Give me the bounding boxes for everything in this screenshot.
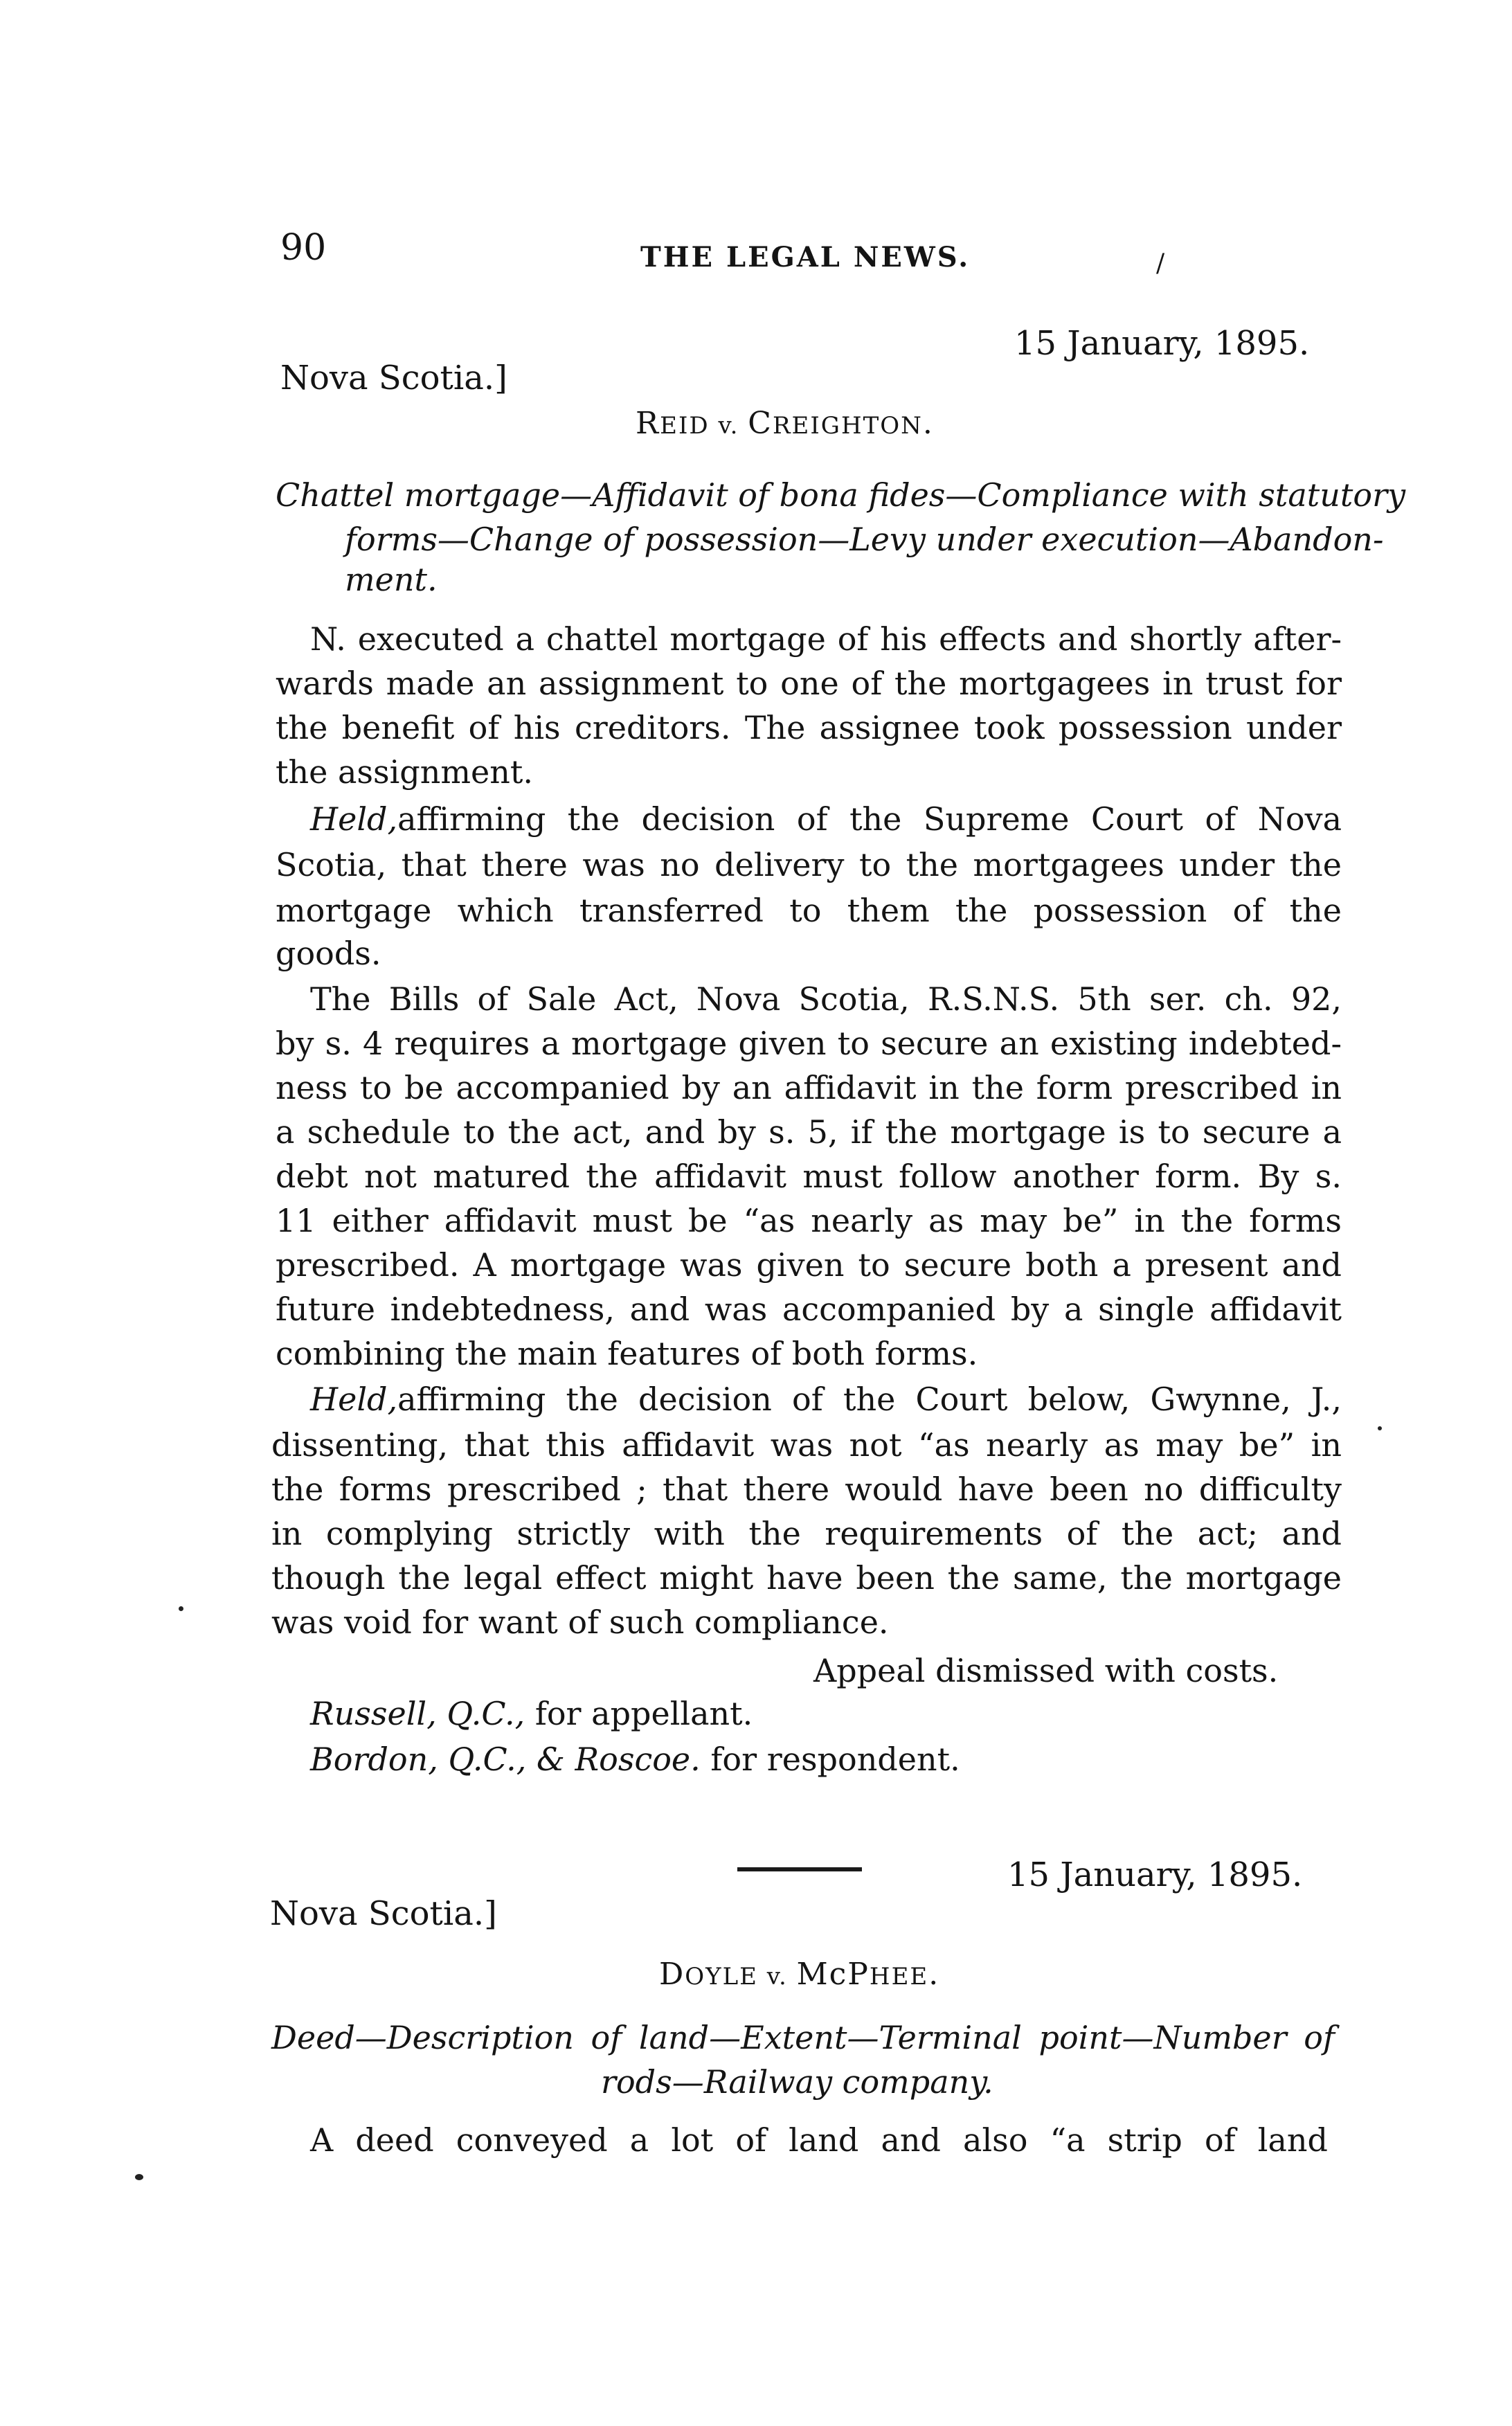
case2-para1-line-1: A deed conveyed a lot of land and also “a strip of land — [310, 2121, 1328, 2159]
case2-title-rest-mcphee: HEE — [869, 1963, 929, 1991]
case2-title-initial-d: D — [659, 1957, 685, 1992]
case1-counsel-respondent — [310, 1741, 960, 1778]
case1-para3-line-7: prescribed. A mortgage was given to secure both a present and — [276, 1246, 1342, 1284]
case2-title-period: . — [928, 1957, 940, 1992]
case2-title-mcp: McP — [796, 1957, 870, 1992]
case1-para3-line-5: debt not matured the affidavit must follow another form. By s. — [276, 1158, 1342, 1195]
case1-held2-line-3: the forms prescribed ; that there would have been no difficulty — [271, 1471, 1342, 1508]
counsel1-name: Russell, Q.C., — [310, 1695, 525, 1732]
section-divider — [737, 1867, 862, 1871]
held2-line-1-text: affirming the decision of the Court below, Gwynne, J., — [397, 1381, 1342, 1418]
case1-held2-line-2: dissenting, that this affidavit was not “as nearly as may be” in — [271, 1426, 1342, 1464]
case1-para3-line-8: future indebtedness, and was accompanied by a single affidavit — [276, 1291, 1342, 1328]
case1-title-period: . — [922, 406, 934, 441]
case1-headnote-line-2: forms—Change of possession—Levy under execution—Abandon- — [345, 521, 1384, 558]
held2-keyword: Held, — [310, 1381, 398, 1418]
case1-held1-line-1 — [310, 800, 1342, 838]
case1-date: 15 January, 1895. — [1014, 324, 1310, 363]
case1-para1-line-4: the assignment. — [276, 753, 533, 791]
case1-title-rest-reid: EID — [660, 412, 710, 440]
print-speck — [135, 2174, 143, 2180]
journal-title: THE LEGAL NEWS. — [640, 241, 971, 273]
case1-held1-line-4: goods. — [276, 935, 381, 972]
case2-headnote-line-2: rods—Railway company. — [601, 2063, 993, 2101]
case1-para1-line-2: wards made an assignment to one of the mortgagees in trust for — [276, 665, 1342, 702]
page-number: 90 — [280, 227, 327, 269]
case1-title-initial-r: R — [636, 406, 660, 441]
case1-held2-line-1 — [310, 1381, 1342, 1418]
counsel1-role: for appellant. — [525, 1695, 753, 1732]
case1-held1-line-2: Scotia, that there was no delivery to the mortgagees under the — [276, 846, 1342, 883]
case1-title-initial-c: C — [748, 406, 773, 441]
case1-held1-line-3: mortgage which transferred to them the possession of the — [276, 892, 1342, 929]
case2-title-rest-doyle: OYLE — [685, 1963, 758, 1991]
case1-para3-line-9: combining the main features of both forms. — [276, 1335, 978, 1372]
print-speck — [179, 1606, 183, 1611]
case1-held2-line-4: in complying strictly with the requirements of the act; and — [271, 1515, 1342, 1552]
case1-para3-line-6: 11 either affidavit must be “as nearly as may be” in the forms — [276, 1202, 1342, 1239]
held1-keyword: Held, — [310, 800, 398, 838]
print-speck — [1378, 1426, 1382, 1430]
counsel2-name: Bordon, Q.C., & Roscoe. — [310, 1741, 701, 1778]
case1-court: Nova Scotia.] — [280, 359, 507, 397]
case2-title — [659, 1957, 939, 1992]
case1-para3-line-4: a schedule to the act, and by s. 5, if the mortgage is to secure a — [276, 1113, 1342, 1151]
case2-title-versus: v. — [758, 1963, 797, 1991]
case1-para1-line-3: the benefit of his creditors. The assignee took possession under — [276, 709, 1342, 746]
case1-disposition: Appeal dismissed with costs. — [813, 1652, 1279, 1689]
held1-line-1-text: affirming the decision of the Supreme Court of Nova — [397, 800, 1342, 838]
stray-mark: / — [1156, 249, 1165, 278]
case1-title — [636, 406, 934, 441]
case2-headnote-line-1: Deed—Description of land—Extent—Terminal point—Number of — [271, 2019, 1335, 2056]
case1-headnote-line-1: Chattel mortgage—Affidavit of bona fides—Compliance with statutory — [276, 476, 1406, 514]
case1-title-versus: v. — [709, 412, 748, 440]
case1-counsel-appellant — [310, 1695, 753, 1732]
case2-date: 15 January, 1895. — [1007, 1856, 1303, 1894]
case2-court: Nova Scotia.] — [270, 1894, 497, 1933]
case1-para3-line-1: The Bills of Sale Act, Nova Scotia, R.S.N.S. 5th ser. ch. 92, — [310, 980, 1342, 1018]
case1-headnote-line-3: ment. — [345, 561, 438, 598]
case1-para3-line-2: by s. 4 requires a mortgage given to secure an existing indebted- — [276, 1025, 1342, 1062]
case1-para1-line-1: N. executed a chattel mortgage of his effects and shortly after- — [310, 620, 1342, 658]
case1-para3-line-3: ness to be accompanied by an affidavit in the form prescribed in — [276, 1069, 1342, 1106]
counsel2-role: for respondent. — [700, 1741, 960, 1778]
case1-title-rest-creighton: REIGHTON — [772, 412, 923, 440]
case1-held2-line-5: though the legal effect might have been the same, the mortgage — [271, 1559, 1342, 1597]
case1-held2-line-6: was void for want of such compliance. — [271, 1603, 889, 1641]
